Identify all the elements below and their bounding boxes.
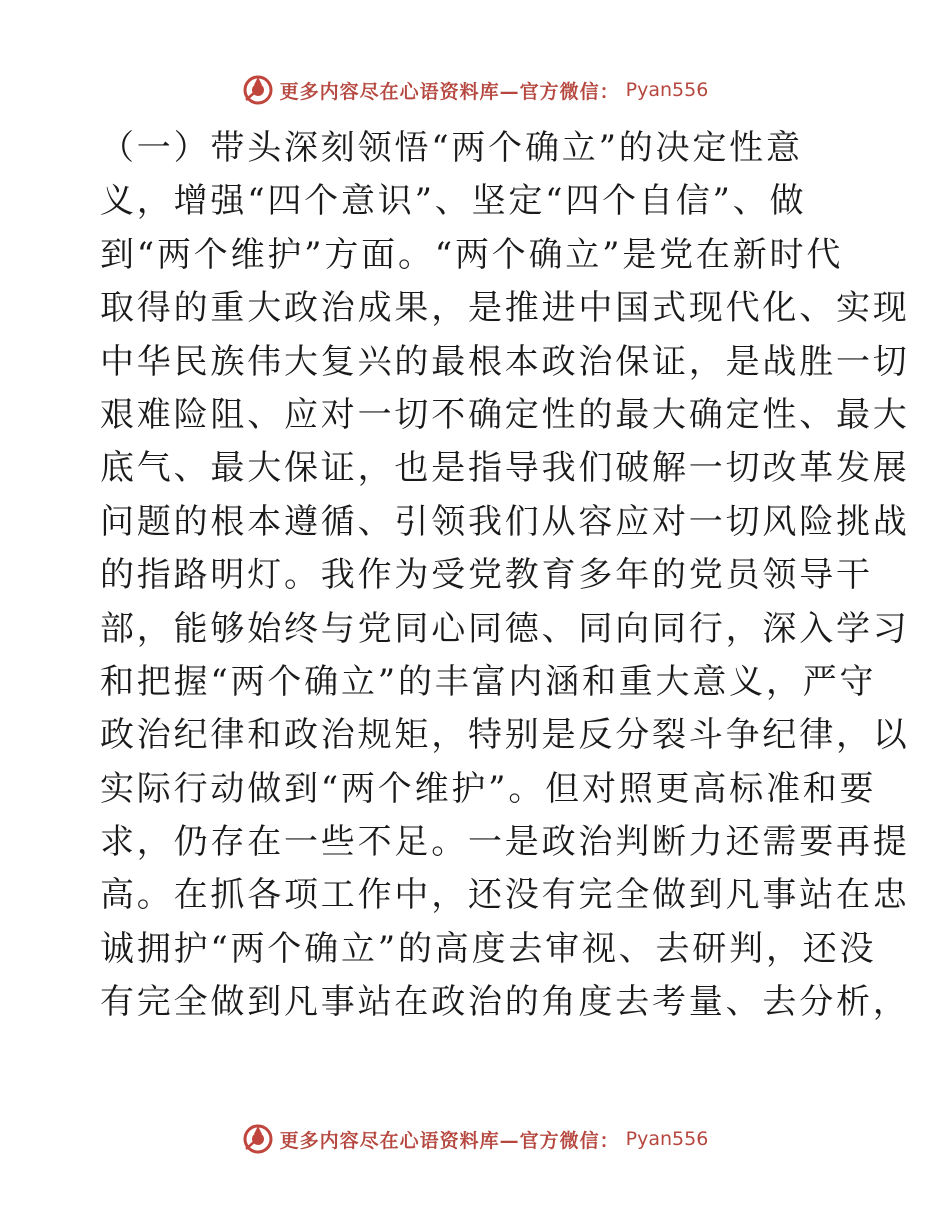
text-line: 政治纪律和政治规矩，特别是反分裂斗争纪律，以: [100, 715, 910, 756]
text-line: （一）带头深刻领悟“两个确立”的决定性意: [100, 128, 803, 168]
seal-logo-icon: [242, 1123, 274, 1155]
watermark-text: 更多内容尽在心语资料库—官方微信：: [279, 1129, 620, 1152]
document-body: [100, 122, 910, 1030]
text-line: 诚拥护“两个确立”的高度去审视、去研判，还没: [100, 928, 877, 969]
watermark-wechat-handle: Pyan556: [625, 79, 709, 101]
text-line: 部，能够始终与党同心同德、同向同行，深入学习: [100, 608, 910, 649]
watermark-wechat-handle: Pyan556: [625, 1128, 709, 1150]
text-line: 和把握“两个确立”的丰富内涵和重大意义，严守: [100, 661, 877, 702]
text-line: 问题的根本遵循、引领我们从容应对一切风险挑战: [100, 501, 910, 542]
text-line: 高。在抓各项工作中，还没有完全做到凡事站在忠: [100, 875, 910, 916]
seal-logo-icon: [242, 74, 274, 106]
text-line: 中华民族伟大复兴的最根本政治保证，是战胜一切: [100, 341, 910, 382]
text-line: 取得的重大政治成果，是推进中国式现代化、实现: [100, 288, 910, 329]
text-line: 义，增强“四个意识”、坚定“四个自信”、做: [100, 181, 807, 222]
header-watermark-banner: [0, 70, 950, 110]
text-line: 艰难险阻、应对一切不确定性的最大确定性、最大: [100, 394, 910, 435]
watermark-text: 更多内容尽在心语资料库—官方微信：: [279, 80, 620, 103]
text-line: 到“两个维护”方面。“两个确立”是党在新时代: [100, 234, 844, 275]
text-line: 求，仍存在一些不足。一是政治判断力还需要再提: [100, 822, 910, 863]
text-line: 实际行动做到“两个维护”。但对照更高标准和要: [100, 768, 877, 809]
footer-watermark-banner: [0, 1119, 950, 1159]
text-line: 的指路明灯。我作为受党教育多年的党员领导干: [100, 555, 873, 596]
text-line: 底气、最大保证，也是指导我们破解一切改革发展: [100, 448, 910, 489]
text-line: 有完全做到凡事站在政治的角度去考量、去分析，: [100, 982, 910, 1023]
